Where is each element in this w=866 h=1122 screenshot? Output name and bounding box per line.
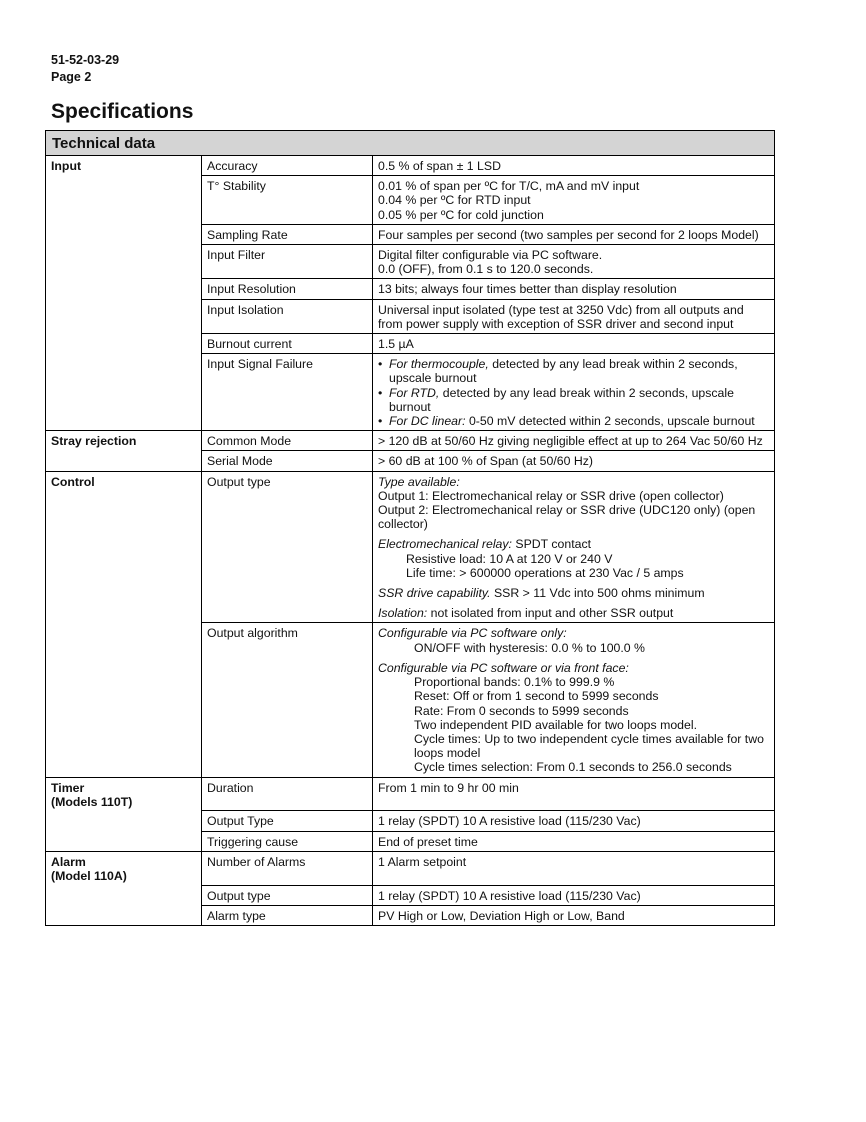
table-row bbox=[46, 811, 775, 831]
param-label: Output type bbox=[202, 471, 373, 623]
page-number: Page 2 bbox=[51, 70, 92, 84]
param-label: Accuracy bbox=[202, 156, 373, 176]
param-label: Triggering cause bbox=[202, 831, 373, 851]
table-row bbox=[46, 831, 775, 851]
param-value: > 60 dB at 100 % of Span (at 50/60 Hz) bbox=[373, 451, 775, 471]
table-row bbox=[46, 176, 775, 225]
table-row bbox=[46, 156, 775, 176]
category-timer: Timer (Models 110T) bbox=[46, 777, 202, 811]
table-row bbox=[46, 471, 775, 623]
category-control: Control bbox=[46, 471, 202, 623]
specifications-table bbox=[45, 130, 775, 926]
param-label: Output Type bbox=[202, 811, 373, 831]
param-value: > 120 dB at 50/60 Hz giving negligible effect at up to 264 Vac 50/60 Hz bbox=[373, 431, 775, 451]
document-number: 51-52-03-29 bbox=[51, 53, 120, 67]
param-value: 13 bits; always four times better than display resolution bbox=[373, 279, 775, 299]
param-label: Output algorithm bbox=[202, 623, 373, 777]
param-label: T° Stability bbox=[202, 176, 373, 225]
param-value bbox=[373, 354, 775, 431]
param-value: PV High or Low, Deviation High or Low, Band bbox=[373, 905, 775, 925]
param-value: From 1 min to 9 hr 00 min bbox=[373, 777, 775, 811]
param-label: Alarm type bbox=[202, 905, 373, 925]
param-label: Burnout current bbox=[202, 334, 373, 354]
param-label: Serial Mode bbox=[202, 451, 373, 471]
param-value: 1.5 µA bbox=[373, 334, 775, 354]
list-item: • For thermocouple, detected by any lead break within 2 seconds, upscale burnout bbox=[378, 357, 769, 385]
param-label: Sampling Rate bbox=[202, 224, 373, 244]
category-alarm: Alarm (Model 110A) bbox=[46, 851, 202, 885]
param-value: 1 relay (SPDT) 10 A resistive load (115/230 Vac) bbox=[373, 885, 775, 905]
param-value: 0.5 % of span ± 1 LSD bbox=[373, 156, 775, 176]
param-label: Output type bbox=[202, 885, 373, 905]
table-heading: Technical data bbox=[46, 131, 775, 156]
table-row bbox=[46, 279, 775, 299]
param-value: Four samples per second (two samples per second for 2 loops Model) bbox=[373, 224, 775, 244]
table-row bbox=[46, 905, 775, 925]
table-row bbox=[46, 334, 775, 354]
param-value: 0.01 % of span per ºC for T/C, mA and mV input 0.04 % per ºC for RTD input 0.05 % per ºC for cold junction bbox=[373, 176, 775, 225]
bullet-list bbox=[378, 357, 769, 428]
param-label: Input Signal Failure bbox=[202, 354, 373, 431]
table-row bbox=[46, 245, 775, 279]
param-value: 1 relay (SPDT) 10 A resistive load (115/230 Vac) bbox=[373, 811, 775, 831]
category-stray-rejection: Stray rejection bbox=[46, 431, 202, 451]
table-row bbox=[46, 623, 775, 777]
param-value: End of preset time bbox=[373, 831, 775, 851]
list-item: • For DC linear: 0-50 mV detected within 2 seconds, upscale burnout bbox=[378, 414, 769, 428]
param-value: Configurable via PC software only: ON/OFF with hysteresis: 0.0 % to 100.0 % Configurable via PC software or via front face: Proportional bands: 0.1% to 999.9 % Reset: Off or from 1 second to 5999 seconds Rate: From 0 seconds to 5999 seconds Two independent PID available for two loops model. Cycle times: Up to two independent cycle times available for two loops model Cycle times selection: From 0.1 seconds to 256.0 seconds bbox=[373, 623, 775, 777]
table-row bbox=[46, 431, 775, 451]
list-item: • For RTD, detected by any lead break within 2 seconds, upscale burnout bbox=[378, 386, 769, 414]
param-value: Type available: Output 1: Electromechanical relay or SSR drive (open collector) Output 2: Electromechanical relay or SSR drive (UDC120 only) (open collector) Electromechanical relay: SPDT contact Resistive load: 10 A at 120 V or 240 V Life time: > 600000 operations at 230 Vac / 5 amps SSR drive capability. SSR > 11 Vdc into 500 ohms minimum Isolation: not isolated from input and other SSR output bbox=[373, 471, 775, 623]
param-value: Digital filter configurable via PC software. 0.0 (OFF), from 0.1 s to 120.0 seconds. bbox=[373, 245, 775, 279]
param-label: Duration bbox=[202, 777, 373, 811]
param-value: 1 Alarm setpoint bbox=[373, 851, 775, 885]
table-row bbox=[46, 851, 775, 885]
table-row bbox=[46, 777, 775, 811]
param-value: Universal input isolated (type test at 3250 Vdc) from all outputs and from power supply with exception of SSR driver and second input bbox=[373, 299, 775, 333]
table-row bbox=[46, 451, 775, 471]
table-row bbox=[46, 885, 775, 905]
param-label: Common Mode bbox=[202, 431, 373, 451]
page-title: Specifications bbox=[51, 100, 194, 123]
table-heading-row bbox=[46, 131, 775, 156]
category-input: Input bbox=[46, 156, 202, 176]
param-label: Input Isolation bbox=[202, 299, 373, 333]
param-label: Input Resolution bbox=[202, 279, 373, 299]
table-row bbox=[46, 224, 775, 244]
param-label: Number of Alarms bbox=[202, 851, 373, 885]
param-label: Input Filter bbox=[202, 245, 373, 279]
table-row bbox=[46, 354, 775, 431]
document-header bbox=[51, 52, 119, 86]
table-row bbox=[46, 299, 775, 333]
